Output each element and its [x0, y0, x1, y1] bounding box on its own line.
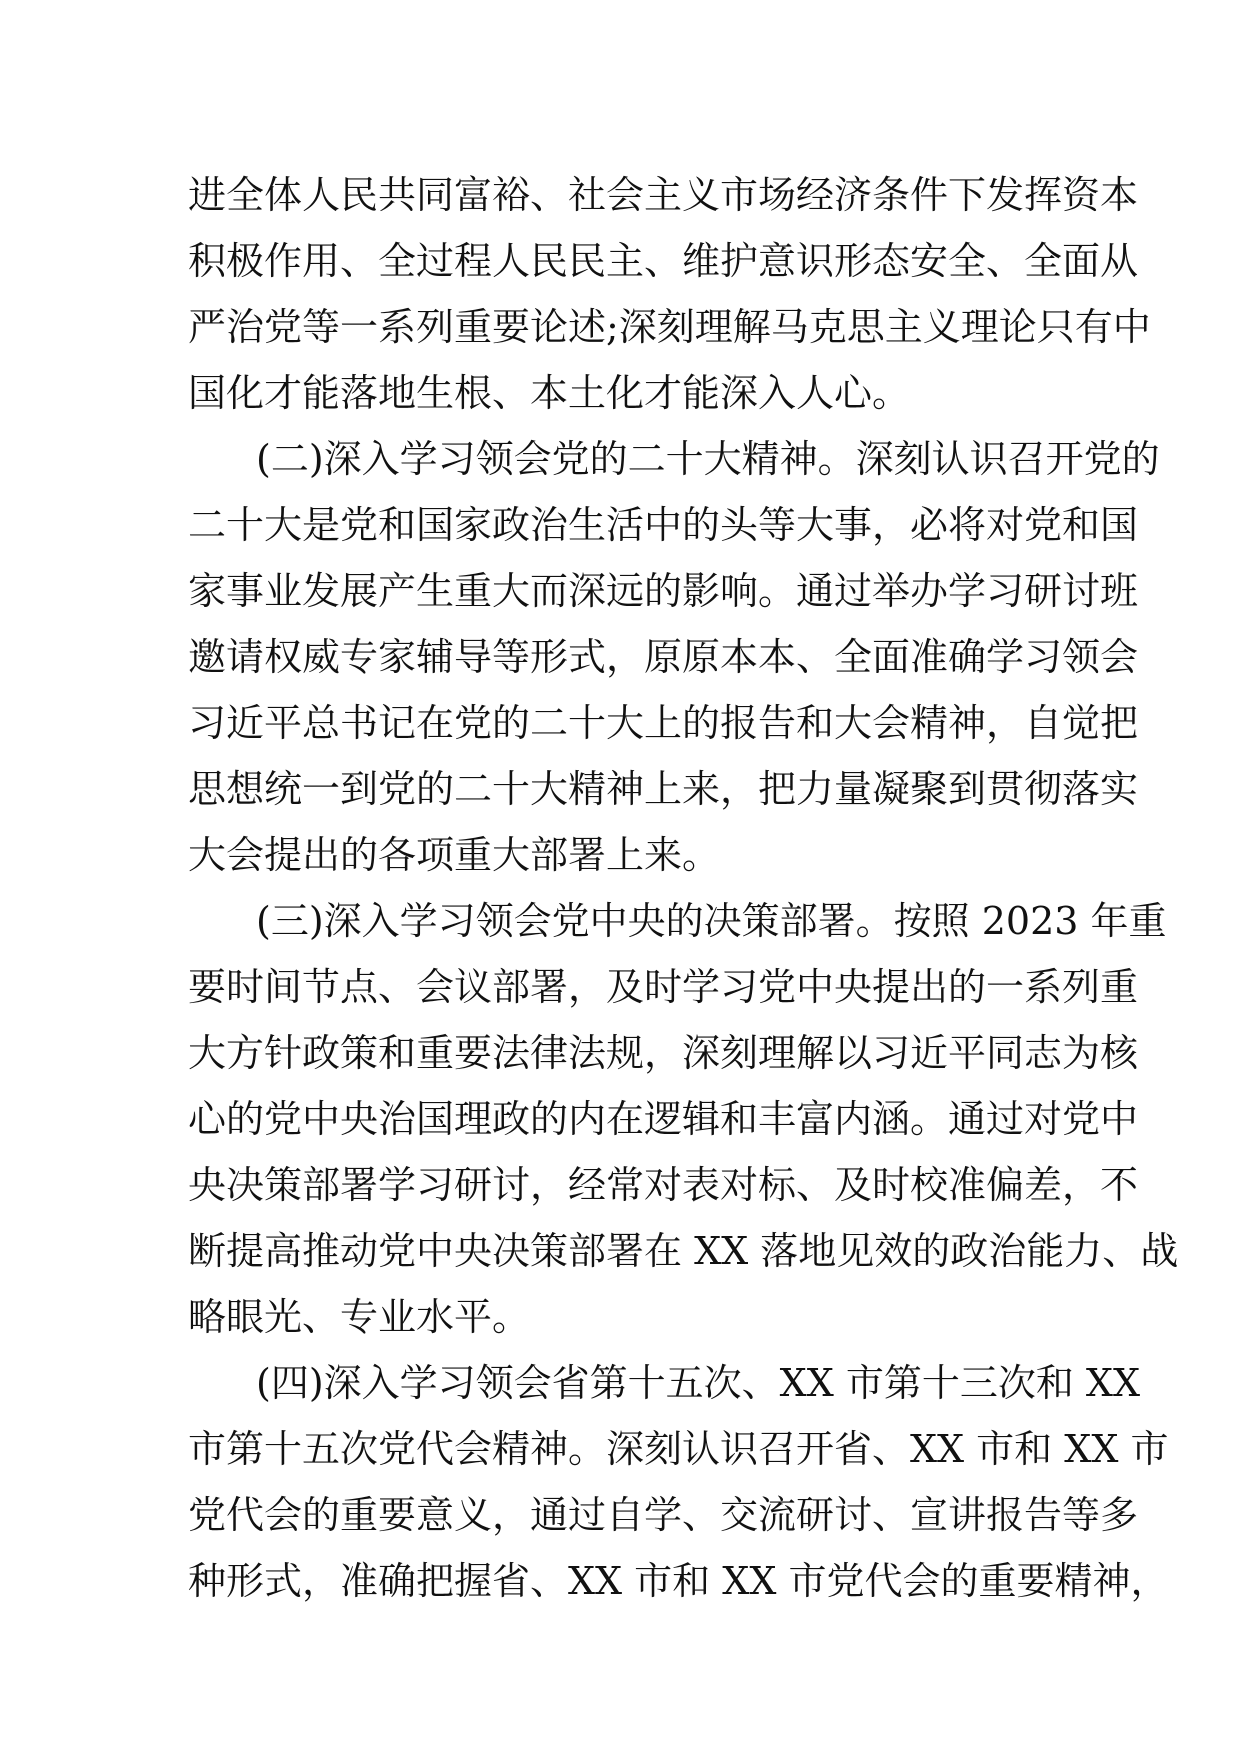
text-line: 国化才能落地生根、本土化才能深入人心。: [188, 371, 911, 415]
text-line: 种形式，准确把握省、XX 市和 XX 市党代会的重要精神，: [188, 1559, 1169, 1603]
text-line: 断提高推动党中央决策部署在 XX 落地见效的政治能力、战: [188, 1229, 1179, 1273]
text-line: 进全体人民共同富裕、社会主义市场经济条件下发挥资本: [188, 173, 1139, 217]
text-line: 严治党等一系列重要论述;深刻理解马克思主义理论只有中: [188, 305, 1151, 349]
text-line: 要时间节点、会议部署，及时学习党中央提出的一系列重: [188, 965, 1139, 1009]
text-line: 邀请权威专家辅导等形式，原原本本、全面准确学习领会: [188, 635, 1139, 679]
paragraph-heading-2: (二)深入学习领会党的二十大精神。深刻认识召开党的: [256, 437, 1160, 481]
text-line: 习近平总书记在党的二十大上的报告和大会精神，自觉把: [188, 701, 1139, 745]
text-line: 积极作用、全过程人民民主、维护意识形态安全、全面从: [188, 239, 1139, 283]
paragraph-heading-4: (四)深入学习领会省第十五次、XX 市第十三次和 XX: [256, 1361, 1141, 1405]
text-line: 思想统一到党的二十大精神上来，把力量凝聚到贯彻落实: [188, 767, 1139, 811]
text-line: 市第十五次党代会精神。深刻认识召开省、XX 市和 XX 市: [188, 1427, 1169, 1471]
text-line: 大方针政策和重要法律法规，深刻理解以习近平同志为核: [188, 1031, 1139, 1075]
text-line: 二十大是党和国家政治生活中的头等大事，必将对党和国: [188, 503, 1139, 547]
text-line: 党代会的重要意义，通过自学、交流研讨、宣讲报告等多: [188, 1493, 1139, 1537]
text-line: 央决策部署学习研讨，经常对表对标、及时校准偏差，不: [188, 1163, 1139, 1207]
text-line: 心的党中央治国理政的内在逻辑和丰富内涵。通过对党中: [188, 1097, 1139, 1141]
text-line: 大会提出的各项重大部署上来。: [188, 833, 721, 877]
text-line: 略眼光、专业水平。: [188, 1295, 531, 1339]
document-body: [188, 162, 1179, 1614]
paragraph-heading-3: (三)深入学习领会党中央的决策部署。按照 2023 年重: [256, 899, 1167, 943]
text-line: 家事业发展产生重大而深远的影响。通过举办学习研讨班: [188, 569, 1139, 613]
